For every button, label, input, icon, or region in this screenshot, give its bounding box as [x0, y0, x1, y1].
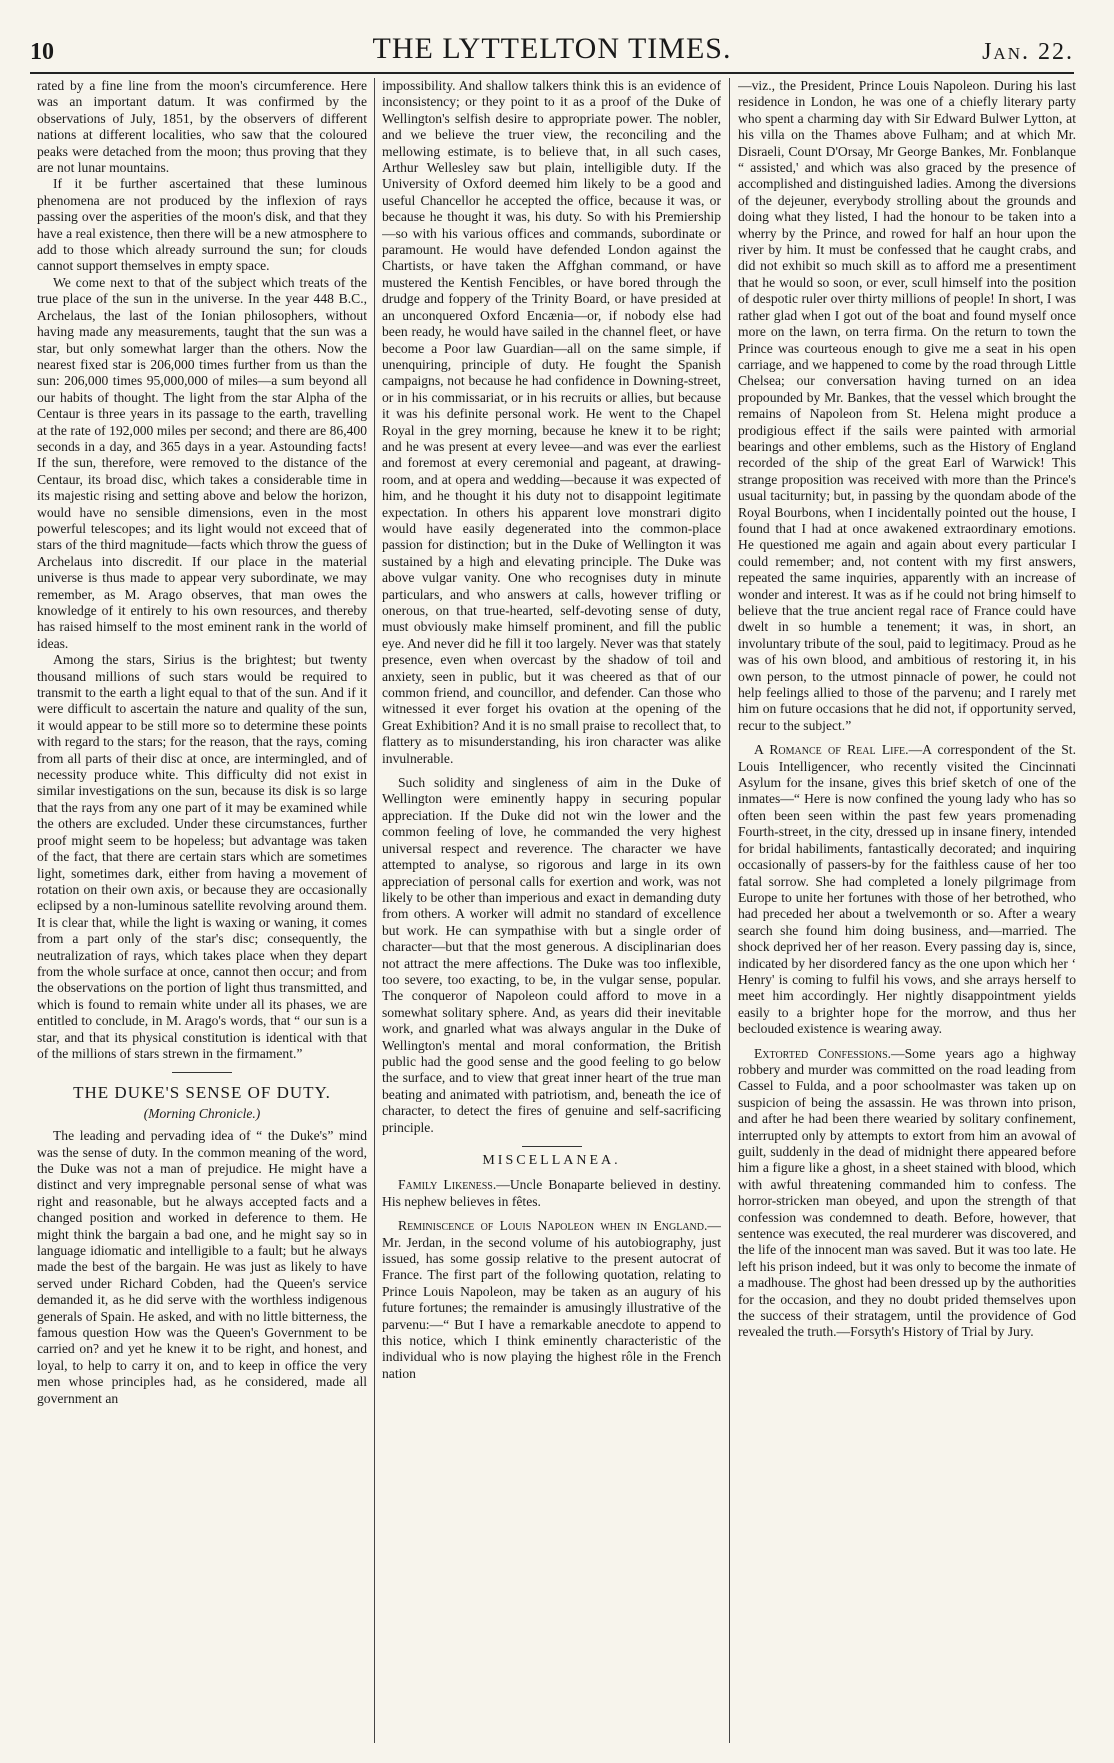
paragraph: rated by a fine line from the moon's circumference. Here was an important datum. It was confirmed by the observations of July, 1851, by the observers of different nations at different localities, who saw that the coloured peaks were detached from the moon; thus proving that they are not lunar mountains. — [37, 78, 367, 176]
item-heading: Extorted Confessions. — [754, 1045, 892, 1061]
page-header — [30, 26, 1074, 66]
paragraph: We come next to that of the subject which treats of the true place of the sun in the universe. In the year 448 B.C., Archelaus, the last of the Ionian philosophers, without having made any measurements, taught that the sun was a star, but only somewhat larger than the others. Now the nearest fixed star is 206,000 times further from us than the sun: 206,000 times 95,000,000 of miles—a sum beyond all our habits of thought. The light from the star Alpha of the Centaur is three years in its passage to the earth, travelling at the rate of 192,000 miles per second; and there are 86,400 seconds in a day, and 365 days in a year. Astounding facts! If the sun, therefore, were removed to the distance of the Centaur, its broad disc, which takes a considerable time in its majestic rising and setting above and below the horizon, would have no sensible dimensions, even in the most powerful telescopes; and its light would not exceed that of stars of the third magnitude—facts which throw the guess of Archelaus into discredit. If our place in the material universe is thus made to appear very subordinate, we may remember, as M. Arago observes, that man owes the knowledge of it entirely to his own resources, and thereby has raised himself to the most eminent rank in the world of ideas. — [37, 274, 367, 651]
article-source: (Morning Chronicle.) — [143, 1105, 261, 1121]
column-2 — [382, 78, 721, 1743]
paragraph: impossibility. And shallow talkers think this is an evidence of inconsistency; or they point to it as a proof of the Duke of Wellington's selfish desire to appropriate power. The nobler, and we believe the truer view, the reconciling and the mellowing estimate, is to believe that, in all such cases, Arthur Wellesley saw but plain, intelligible duty. If the University of Oxford deemed him likely to be a good and useful Chancellor he accepted the office, because it was, or because he thought it was, his duty. So with his Premiership—so with his various offices and commands, subordinate or paramount. He would have defended London against the Chartists, or have taken the Affghan command, or have mustered the Kentish Fencibles, or have bored through the drudge and foppery of the Trinity Board, or have presided at an unconquered Oxford Encænia—or, if nobody else had been ready, he would have sailed in the channel fleet, or have become a Poor law Guardian—all on the same simple, if unenquiring, principle of duty. He fought the Spanish campaigns, not because he had confidence in Downing-street, or in his commissariat, or in his recruits or allies, but because it was his definite personal work. He went to the Chapel Royal in the grey morning, because he knew it to be right; and he was present at every levee—and was ever the earliest and foremost at every ceremonial and pageant, at drawing-room, and at opera and wedding—because it was expected of him, and he thought it his duty not to disappoint legitimate expectation. In others his apparent love monstrari digito would have easily degenerated into the common-place passion for distinction; but in the Duke of Wellington it was sustained by a high and elevating principle. The Duke was above vulgar vanity. One who recognises duty in minute particulars, and who answers at calls, however trifling or onerous, on that true-hearted, self-devoting sense of duty, must obviously make himself prominent, and fill the public eye. And never did he fill it too largely. Never was that stately presence, even when overcast by the shadow of toil and anxiety, seen in public, but it was cheered as that of our common friend, and councillor, and defender. Can those who witnessed it ever forget his ovation at the opening of the Great Exhibition? And it is no small praise to recollect that, to flattery as to misunderstanding, his iron character was alike invulnerable. — [382, 78, 721, 766]
paragraph: —viz., the President, Prince Louis Napoleon. During his last residence in London, he was one of a chiefly literary party who spent a charming day with Sir Edward Bulwer Lytton, at his villa on the Thames above Fulham; and at which Mr. Disraeli, Count D'Orsay, Mr George Bankes, Mr. Fonblanque “ assisted,' and which was also graced by the presence of accomplished and distinguished ladies. Among the diversions of the dejeuner, everybody strolling about the grounds and doing what they listed, I had the honour to be taken into a wherry by the Prince, and rowed for half an hour upon the river by him. It must be confessed that he caught crabs, and did not exhibit so much skill as to afford me a presentiment that he would so soon, or ever, scull himself into the position of despotic ruler over thirty millions of people! In short, I was rather glad when I got out of the boat and found myself once more on the lawn, on terra firma. On the return to town the Prince was courteous enough to give me a seat in his open carriage, and we happened to come by the road through Little Chelsea; our conversation having turned on an idea propounded by Mr. Bankes, that the vessel which brought the remains of Napoleon from St. Helena might produce a prodigious effect if the sails were painted with armorial bearings and other emblems, such as the History of England recorded of the ship of the great Earl of Warwick! This strange proposition was received with more than the Prince's usual taciturnity; but, in passing by the quondam abode of the Royal Bourbons, when I incidentally pointed out the house, I found that I had at once awakened extraordinary emotions. He questioned me again and again about every particular I could remember; and, not content with my first answers, repeated the same inquiries, apparently with an increase of wonder and interest. It was as if he could not bring himself to believe that the true ancient regal race of France could have dwelt in so humble a tenement; it was, in short, an involuntary tribute of the soul, paid to legitimacy. Proud as he was of his own blood, and ambitious of restoring it, in his own person, to the utmost pinnacle of power, he could not help feelings allied to those of the parvenu; and I rarely met him on future occasions that he did not, if opportunity served, recur to the subject.” — [738, 78, 1076, 733]
article-headline: THE DUKE'S SENSE OF DUTY. — [73, 1083, 331, 1103]
news-item — [382, 1177, 721, 1210]
column-3 — [738, 78, 1076, 1743]
item-heading: Reminiscence of Louis Napoleon when in England. — [398, 1218, 708, 1234]
item-body: —A correspondent of the St. Louis Intelligencer, who recently visited the Cincinnati Asylum for the insane, gives this brief sketch of one of the inmates—“ Here is now confined the young lady who has so often been seen within the past few years promenading Fourth-street, in the city, dressed up in insane finery, intended for bridal habiliments, fantastically decorated; and inquiring occasionally of passers-by for the faithless cause of her too fatal sorrow. She had completed a lonely pilgrimage from Europe to unite her fortunes with those of her betrothed, who had preceded her about a twelvemonth or so. After a weary search she found him doing business, and—married. The shock deprived her of her reason. Every passing day is, since, indicated by her disordered fancy as the one upon which her ‘ Henry' is coming to fulfil his vows, and she arrays herself to meet him accordingly. Her nightly disappointment yields easily to a brighter hope for the morrow, and thus her beclouded existence is wearing away. — [738, 742, 1076, 1037]
issue-date: Jan. 22. — [982, 39, 1074, 65]
column-divider — [374, 78, 375, 1743]
item-body: —Uncle Bonaparte believed in destiny. His nephew believes in fêtes. — [382, 1177, 721, 1209]
paragraph: Among the stars, Sirius is the brightest; but twenty thousand millions of such stars would be required to transmit to the earth a light equal to that of the sun. And if it were difficult to ascertain the nature and quality of the sun, it would appear to be still more so to determine these points with regard to the stars; for the reason, that the rays, coming from all parts of their disc at once, are intermingled, and of necessity produce white. This difficulty did not exist in similar investigations on the sun, because its disk is so large that the rays from any one part of it may be examined while the others are excluded. Under these circumstances, further proof might seem to be hopeless; but advantage was taken of the fact, that there are certain stars which are sometimes light, sometimes dark, either from having a movement of rotation on their own axis, or because they are occasionally eclipsed by a non-luminous satellite revolving around them. It is clear that, while the light is waxing or waning, it comes from a part only of the star's disc; consequently, the neutralization of rays, which takes place when they depart from the whole surface at once, cannot then occur; and from the observations on the portion of light thus transmitted, and which is found to remain white under all its phases, we are entitled to conclude, in M. Arago's words, that “ our sun is a star, and that its physical constitution is identical with that of the millions of stars strewn in the firmament.” — [37, 652, 367, 1061]
item-body: —Mr. Jerdan, in the second volume of his autobiography, just issued, has some gossip relative to the present autocrat of France. The first part of the following quotation, relating to Prince Louis Napoleon, may be taken as an augury of his future fortunes; the remainder is amusingly illustrative of the parvenu:—“ But I have a remarkable anecdote to append to this notice, which I think eminently characteristic of the individual who is now playing the highest rôle in the French nation — [382, 1218, 721, 1381]
column-1 — [37, 78, 367, 1743]
item-body: —Some years ago a highway robbery and murder was committed on the road leading from Cassel to Fulda, and a poor schoolmaster was taken up on suspicion of being the assassin. He was thrown into prison, and after he had been there wearied by solitary confinement, interrupted only by attempts to extort from him an avowal of guilt, suddenly in the dead of midnight there appeared before him a figure like a ghost, in a sheet stained with blood, which with awful threatening commanded him to confess. The horror-stricken man obeyed, and upon the strength of that confession was condemned to death. Before, however, that sentence was executed, the real murderer was discovered, and the life of the innocent man was saved. But it was too late. He left his prison indeed, but it was only to become the inmate of a madhouse. The ghost had been dressed up by the authorities for the occasion, and they no doubt prided themselves upon the success of their stratagem, until the providence of God revealed the truth.—Forsyth's History of Trial by Jury. — [738, 1045, 1076, 1340]
news-item — [382, 1218, 721, 1382]
news-item — [738, 1046, 1076, 1341]
paragraph: Such solidity and singleness of aim in the Duke of Wellington were eminently happy in securing popular appreciation. If the Duke did not win the lower and the common feeling of love, he commanded the very highest universal respect and reverence. The character we have attempted to analyse, so rigorous and large in its own appreciation of personal calls for exertion and work, was not likely to be other than imperious and exact in demanding duty from others. A worker will admit no standard of excellence but work. He can sympathise with but a single order of character—but that the most generous. A disciplinarian does not attract the mere affections. The Duke was too inflexible, too severe, too exacting, to be, in the vulgar sense, popular. The conqueror of Napoleon could afford to move in a somewhat solitary sphere. And, as years did their inevitable work, and gnarled what was always angular in the Duke of Wellington's mental and moral conformation, the British public had the good sense and the good feeling to go below the surface, and to view that great inner heart of the true man beating and animated with patriotism, and, beneath the ice of character, to detect the fires of genuine and self-sacrificing principle. — [382, 775, 721, 1135]
news-item — [738, 742, 1076, 1037]
paragraph: If it be further ascertained that these luminous phenomena are not produced by the inflexion of rays passing over the asperities of the moon's disk, and that they have a real existence, then there will be a new atmosphere to add to those which already surround the sun; for clouds cannot support themselves in empty space. — [37, 176, 367, 274]
miscellanea-headline: MISCELLANEA. — [482, 1153, 621, 1168]
newspaper-title: THE LYTTELTON TIMES. — [372, 32, 732, 65]
section-separator — [522, 1146, 582, 1147]
page-number: 10 — [30, 39, 54, 65]
column-divider — [729, 78, 730, 1743]
item-heading: A Romance of Real Life. — [754, 742, 909, 758]
paragraph: The leading and pervading idea of “ the Duke's” mind was the sense of duty. In the common meaning of the word, the Duke was not a man of prejudice. He might have a distinct and very impregnable personal sense of what was right and reasonable, but he always accepted facts and a changed position and worked in deference to them. He might think the bargain a bad one, and he might say so in language idiomatic and intelligible to a fault; but he always made the best of the bargain. He was just as likely to have served under Richard Cobden, had the Queen's service demanded it, as he did serve with the worthless indigenous generals of Spain. He asked, and with no little bitterness, the famous question How was the Queen's Government to be carried on? and yet he knew it to be right, and honest, and loyal, to help to carry it on, and to keep in office the very men whose principles had, as he considered, made all government an — [37, 1128, 367, 1406]
item-heading: Family Likeness. — [398, 1177, 497, 1193]
section-separator — [172, 1072, 232, 1073]
header-rule — [30, 72, 1074, 74]
